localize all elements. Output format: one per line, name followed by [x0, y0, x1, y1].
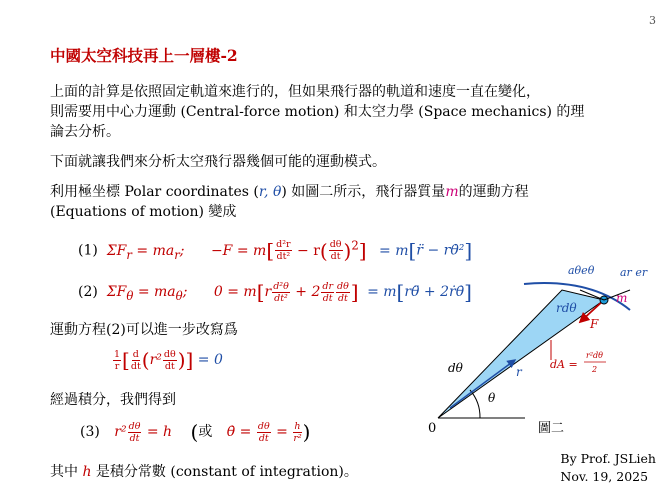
page-number: 3 — [649, 14, 656, 27]
equation-1-label: (1) — [78, 242, 98, 259]
equation-3-label: (3) — [80, 424, 100, 440]
author: By Prof. JSLieh — [560, 451, 656, 466]
page-title: 中國太空科技再上一層樓-2 — [50, 46, 238, 65]
integration-paragraph: 經過積分，我們得到 — [50, 392, 176, 408]
intro-paragraph — [50, 82, 650, 142]
equation-2-label: (2) — [78, 284, 98, 300]
force-label: F — [590, 317, 599, 331]
equation-2: (2) $\Sigma F_\theta = ma_\theta$; 0 = m[r $\frac{\text{d²θ}}{\text{dt²}}$ + 2 $\frac{dr}{dt}$ $\frac{d\theta}{dt}$ ] = m[rθ̈ + 2ṙθ̇] — [78, 280, 472, 304]
equation-rewritten: $\frac{1}{r}$ [ $\frac{d}{dt}$ (r² $\frac{d\theta}{dt}$ )] = 0 — [114, 348, 223, 372]
constant-text-post: 是積分常數 (constant of integration)。 — [91, 464, 358, 480]
theta-label: θ — [488, 391, 496, 405]
figure-polar-diagram — [420, 250, 660, 440]
polar-text-post: 的運動方程 — [458, 184, 529, 200]
intro-line-3: 論去分析。 — [50, 124, 120, 140]
footer — [560, 450, 656, 486]
mass-label: m — [616, 291, 628, 305]
a-theta-label: aθeθ — [568, 264, 595, 277]
constant-text-pre: 其中 — [50, 464, 83, 480]
intro-line-1: 上面的計算是依照固定軌道來進行的，但如果飛行器的軌道和速度一直在變化， — [50, 84, 540, 100]
r-label: r — [516, 365, 522, 379]
rewrite-paragraph: 運動方程(2)可以進一步改寫爲 — [50, 322, 238, 338]
equation-1: (1) $\Sigma F_r = ma_r$; −F = m[ $\frac{\text{d²r}}{\text{dt²}}$ − r( $\frac{d\theta}{dt}$ )$^2$] = m[r̈ − rθ̇²] — [78, 238, 473, 263]
a-r-label: ar er — [620, 266, 648, 279]
intro-line-2: 則需要用中心力運動 (Central-force motion) 和太空力學 (Space mechanics) 的理 — [50, 104, 585, 120]
polar-paragraph — [50, 182, 650, 222]
constant-symbol: h — [82, 464, 92, 480]
dA-denominator: 2 — [592, 365, 598, 374]
origin-label: 0 — [428, 421, 437, 436]
polar-text-mid: ) 如圖二所示，飛行器質量 — [281, 184, 446, 200]
dtheta-label: dθ — [448, 361, 463, 375]
mass-symbol: m — [445, 184, 459, 200]
rdtheta-label: rdθ — [556, 301, 577, 315]
figure-caption: 圖二 — [538, 421, 565, 436]
polar-text-pre: 利用極坐標 Polar coordinates ( — [50, 184, 259, 200]
dA-label: dA = — [550, 358, 578, 371]
date: Nov. 19, 2025 — [560, 469, 649, 484]
polar-line-2: (Equations of motion) 變成 — [50, 204, 237, 220]
polar-coords: r, θ — [258, 184, 282, 200]
equation-3: (3) r² $\frac{d\theta}{dt}$ = h (或 θ̇ = $\frac{d\theta}{dt}$ = $\frac{h}{\text{r²}}$ ) — [80, 420, 311, 444]
analysis-paragraph: 下面就讓我們來分析太空飛行器幾個可能的運動模式。 — [50, 154, 386, 170]
equation-3-or: 或 — [198, 424, 213, 440]
dA-numerator: r²dθ — [586, 351, 603, 360]
